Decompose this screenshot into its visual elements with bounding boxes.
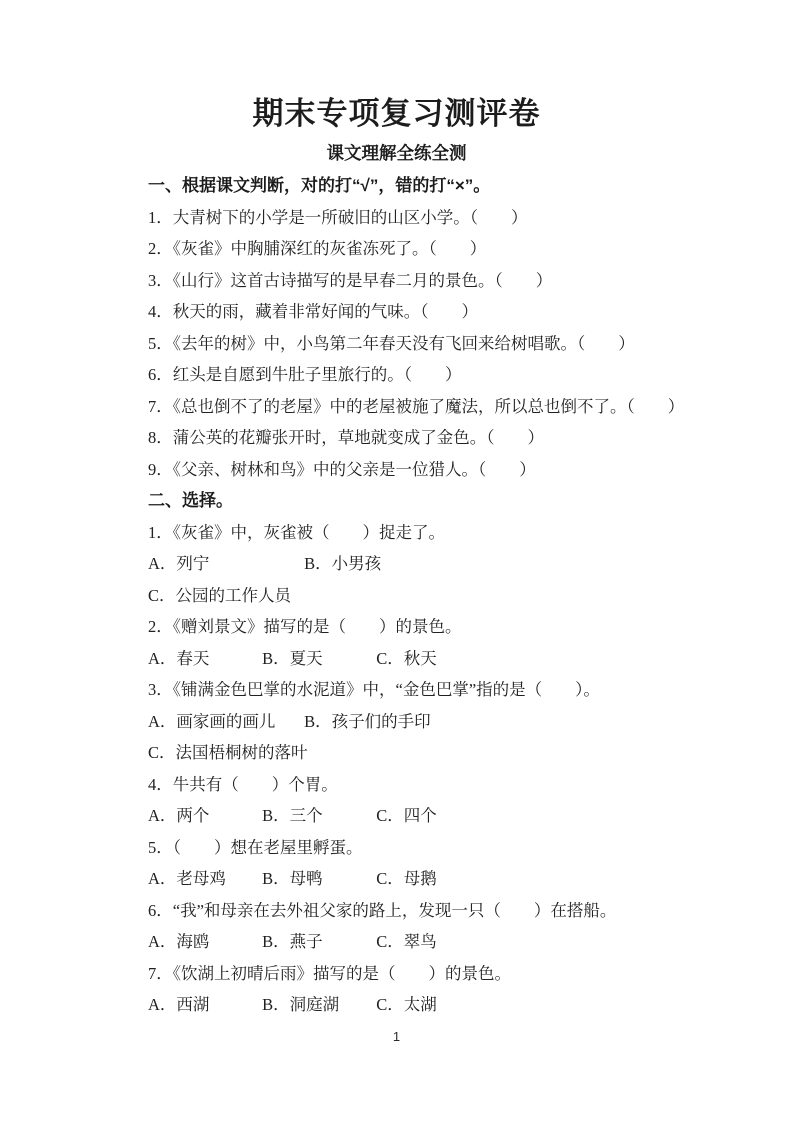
option-a: A．西湖 — [148, 995, 210, 1014]
page-number: 1 — [392, 1029, 401, 1044]
option-c: C．母鹅 — [376, 869, 437, 888]
question-1-option-row-1 — [148, 548, 693, 580]
question-1-stem: 1．《灰雀》中，灰雀被（ ）捉走了。 — [148, 522, 445, 542]
option-b: B．三个 — [262, 806, 323, 825]
question-3-option-row-1 — [148, 706, 693, 738]
option-b: B．燕子 — [262, 932, 323, 951]
section2-heading: 二、选择。 — [148, 491, 233, 510]
option-a: A．列宁 — [148, 554, 210, 573]
option-c: C．法国梧桐树的落叶 — [148, 743, 308, 762]
question-2-stem: 2．《赠刘景文》描写的是（ ）的景色。 — [148, 617, 462, 636]
option-a: A．海鸥 — [148, 932, 210, 951]
option-a: A．春天 — [148, 648, 210, 668]
question-7-stem: 7．《饮湖上初晴后雨》描写的是（ ）的景色。 — [148, 963, 511, 983]
option-b: B．孩子们的手印 — [304, 711, 431, 731]
judgment-item-2: 2．《灰雀》中胸脯深红的灰雀冻死了。（ ） — [148, 239, 487, 258]
question-3-stem: 3．《铺满金色巴掌的水泥道》中，“金色巴掌”指的是（ ）。 — [148, 680, 600, 699]
option-b: B．洞庭湖 — [262, 995, 340, 1014]
question-4-stem: 4．牛共有（ ）个胃。 — [148, 774, 338, 794]
option-b: B．夏天 — [262, 648, 323, 668]
option-c: C．四个 — [376, 806, 437, 825]
question-3-option-row-2 — [148, 737, 693, 769]
option-c: C．秋天 — [376, 648, 437, 668]
option-b: B．小男孩 — [304, 554, 382, 573]
page-subtitle: 课文理解全练全测 — [326, 143, 467, 163]
option-b: B．母鸭 — [262, 869, 323, 888]
judgment-item-3: 3．《山行》这首古诗描写的是早春二月的景色。（ ） — [148, 270, 553, 290]
judgment-item-1: 1．大青树下的小学是一所破旧的山区小学。（ ） — [148, 207, 528, 227]
judgment-item-5: 5．《去年的树》中，小鸟第二年春天没有飞回来给树唱歌。（ ） — [148, 333, 635, 353]
judgment-item-9: 9．《父亲、树林和鸟》中的父亲是一位猎人。（ ） — [148, 459, 536, 479]
option-a: A．老母鸡 — [148, 869, 226, 888]
option-c: C．公园的工作人员 — [148, 585, 292, 605]
question-7-option-row-1 — [148, 989, 693, 1021]
judgment-item-4: 4．秋天的雨，藏着非常好闻的气味。（ ） — [148, 302, 478, 321]
judgment-item-7: 7．《总也倒不了的老屋》中的老屋被施了魔法，所以总也倒不了。（ ） — [148, 396, 685, 416]
option-a: A．画家画的画儿 — [148, 711, 276, 731]
question-1-option-row-2 — [148, 580, 693, 612]
page-title: 期末专项复习测评卷 — [252, 96, 541, 131]
question-2-option-row-1 — [148, 643, 693, 675]
option-c: C．翠鸟 — [376, 932, 437, 951]
question-5-stem: 5．（ ）想在老屋里孵蛋。 — [148, 837, 363, 857]
question-6-stem: 6．“我”和母亲在去外祖父家的路上，发现一只（ ）在搭船。 — [148, 900, 617, 920]
judgment-item-6: 6．红头是自愿到牛肚子里旅行的。（ ） — [148, 365, 462, 384]
exam-content — [148, 170, 693, 1021]
question-5-option-row-1 — [148, 863, 693, 895]
section1-heading: 一、根据课文判断，对的打“√”，错的打“×”。 — [148, 176, 491, 195]
option-a: A．两个 — [148, 806, 210, 825]
question-4-option-row-1 — [148, 800, 693, 832]
option-c: C．太湖 — [376, 995, 437, 1014]
judgment-item-8: 8．蒲公英的花瓣张开时，草地就变成了金色。（ ） — [148, 428, 544, 447]
question-6-option-row-1 — [148, 926, 693, 958]
